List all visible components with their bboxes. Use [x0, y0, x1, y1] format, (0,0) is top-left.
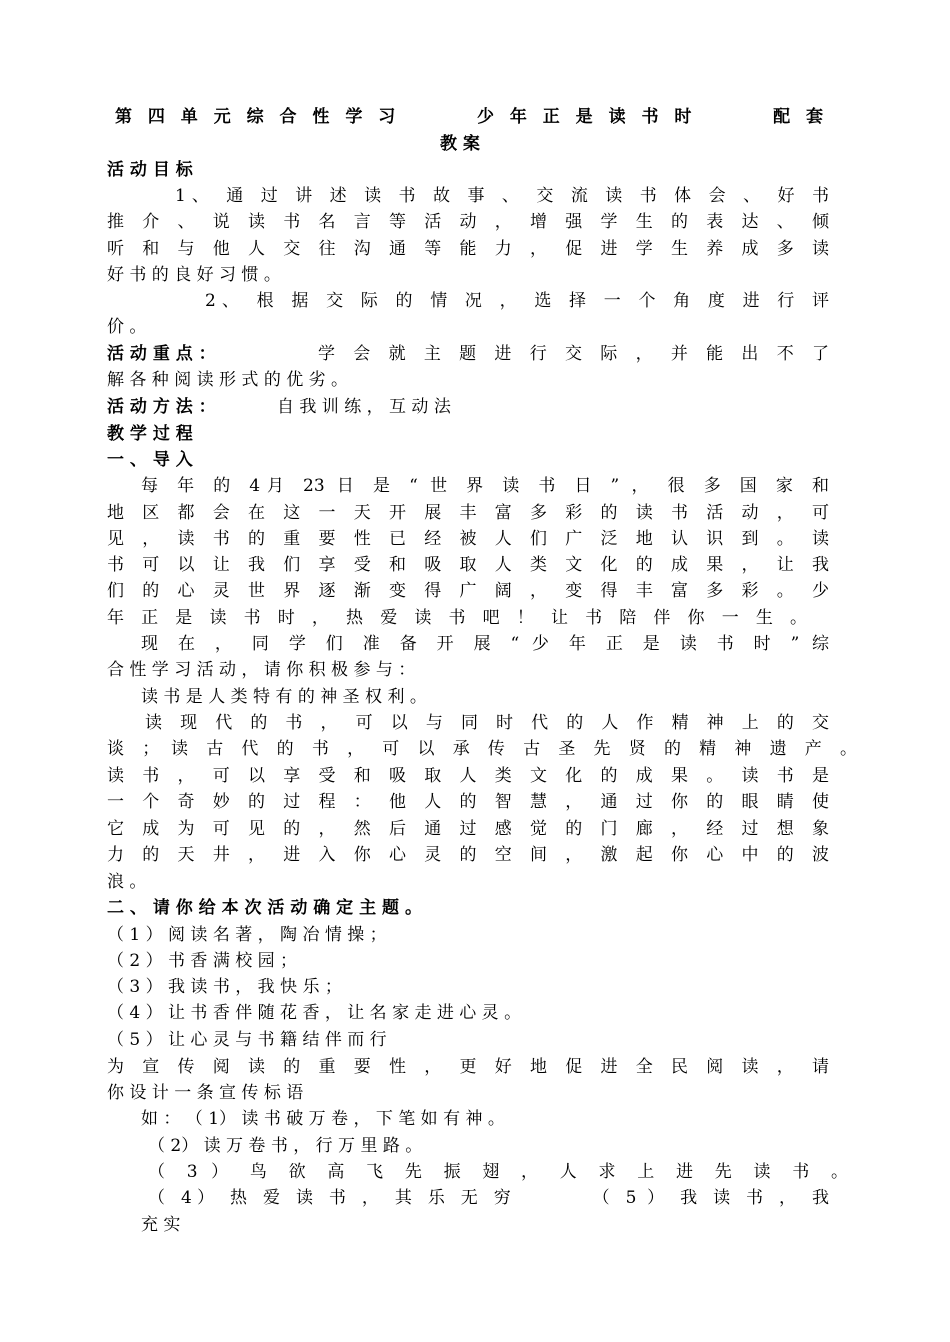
- slogan-example: （ 4） 热 爱 读 书 ， 其 乐 无 穷 （ 5 ） 我 读 书 ， 我: [148, 1188, 829, 1208]
- reading-paragraph-line: 浪 。: [107, 872, 147, 892]
- title-line-2: 教 案: [440, 134, 480, 154]
- objective-1-line: 推 介 、 说 读 书 名 言 等 活 动 ， 增 强 学 生 的 表 达 、 倾: [107, 212, 829, 232]
- objective-1-line: 听 和 与 他 人 交 往 沟 通 等 能 力 ， 促 进 学 生 养 成 多 读: [107, 239, 829, 259]
- objectives-heading: 活 动 目 标: [107, 160, 193, 180]
- reading-paragraph-line: 它 成 为 可 见 的 ， 然 后 通 过 感 觉 的 门 廊 ， 经 过 想 象: [107, 819, 829, 839]
- section-2-heading: 二 、 请 你 给 本 次 活 动 确 定 主 题 。: [107, 898, 422, 918]
- section-1-heading: 一 、 导 入: [107, 450, 193, 470]
- intro-paragraph-line: 地 区 都 会 在 这 一 天 开 展 丰 富 多 彩 的 读 书 活 动 ， 可: [107, 503, 829, 523]
- title-line-1: 第 四 单 元 综 合 性 学 习 少 年 正 是 读 书 时 配 套: [115, 107, 823, 127]
- intro-paragraph-line: 见 ， 读 书 的 重 要 性 已 经 被 人 们 广 泛 地 认 识 到 。 读: [107, 529, 829, 549]
- slogan-prompt-line: 你 设 计 一 条 宣 传 标 语: [107, 1083, 304, 1103]
- objective-1-line: 好 书 的 良 好 习 惯 。: [107, 265, 281, 285]
- methods-label: 活 动 方 法 ：: [107, 397, 216, 417]
- slogan-example: 充 实: [141, 1215, 181, 1235]
- reading-paragraph-line: 读 书 ， 可 以 享 受 和 吸 取 人 类 文 化 的 成 果 。 读 书 是: [107, 766, 829, 786]
- key-points-label: 活 动 重 点 ：: [107, 344, 216, 364]
- slogan-example: （ 2） 读 万 卷 书 ， 行 万 里 路 。: [148, 1136, 423, 1156]
- theme-item: （ 3 ） 我 读 书 ， 我 快 乐 ；: [107, 977, 342, 997]
- reading-paragraph-line: 谈 ； 读 古 代 的 书 ， 可 以 承 传 古 圣 先 贤 的 精 神 遗 产 。: [107, 739, 857, 759]
- intro-paragraph-line: 合 性 学 习 活 动 ， 请 你 积 极 参 与 ：: [107, 660, 416, 680]
- theme-item: （ 1 ） 阅 读 名 著 ， 陶 冶 情 操 ；: [107, 925, 387, 945]
- key-points-text: 解 各 种 阅 读 形 式 的 优 劣 。: [107, 370, 349, 390]
- theme-item: （ 4 ） 让 书 香 伴 随 花 香 ， 让 名 家 走 进 心 灵 。: [107, 1003, 522, 1023]
- intro-paragraph-line: 读 书 是 人 类 特 有 的 神 圣 权 利 。: [141, 687, 427, 707]
- theme-item: （ 2 ） 书 香 满 校 园 ；: [107, 951, 298, 971]
- slogan-example: （ 3 ） 鸟 欲 高 飞 先 振 翅 ， 人 求 上 进 先 读 书 。: [148, 1162, 848, 1182]
- slogan-example: 如 ： （ 1） 读 书 破 万 卷 ， 下 笔 如 有 神 。: [141, 1109, 505, 1129]
- slogan-prompt-line: 为 宣 传 阅 读 的 重 要 性 ， 更 好 地 促 进 全 民 阅 读 ， 请: [107, 1057, 829, 1077]
- objective-1-line: 1、 通 过 讲 述 读 书 故 事 、 交 流 读 书 体 会 、 好 书: [175, 186, 829, 206]
- intro-paragraph-line: 书 可 以 让 我 们 享 受 和 吸 取 人 类 文 化 的 成 果 ， 让 我: [107, 555, 829, 575]
- objective-2-line: 2、 根 据 交 际 的 情 况 ， 选 择 一 个 角 度 进 行 评: [205, 291, 829, 311]
- methods-text: 自 我 训 练 ， 互 动 法: [277, 397, 451, 417]
- intro-paragraph-line: 现 在 ， 同 学 们 准 备 开 展 “ 少 年 正 是 读 书 时 ” 综: [141, 634, 829, 654]
- theme-item: （ 5 ） 让 心 灵 与 书 籍 结 伴 而 行: [107, 1030, 387, 1050]
- objective-2-line: 价 。: [107, 317, 147, 337]
- reading-paragraph-line: 一 个 奇 妙 的 过 程 ： 他 人 的 智 慧 ， 通 过 你 的 眼 睛 使: [107, 792, 829, 812]
- intro-paragraph-line: 每 年 的 4月 23 日 是 “ 世 界 读 书 日 ” ， 很 多 国 家 和: [141, 476, 829, 496]
- key-points-text: 学 会 就 主 题 进 行 交 际 ， 并 能 出 不 了: [318, 344, 829, 364]
- reading-paragraph-line: 力 的 天 井 ， 进 入 你 心 灵 的 空 间 ， 激 起 你 心 中 的 波: [107, 845, 829, 865]
- process-heading: 教 学 过 程: [107, 424, 193, 444]
- intro-paragraph-line: 们 的 心 灵 世 界 逐 渐 变 得 广 阔 ， 变 得 丰 富 多 彩 。 少: [107, 581, 829, 601]
- intro-paragraph-line: 年 正 是 读 书 时 ， 热 爱 读 书 吧 ！ 让 书 陪 伴 你 一 生 。: [107, 608, 807, 628]
- reading-paragraph-line: 读 现 代 的 书 ， 可 以 与 同 时 代 的 人 作 精 神 上 的 交: [145, 713, 829, 733]
